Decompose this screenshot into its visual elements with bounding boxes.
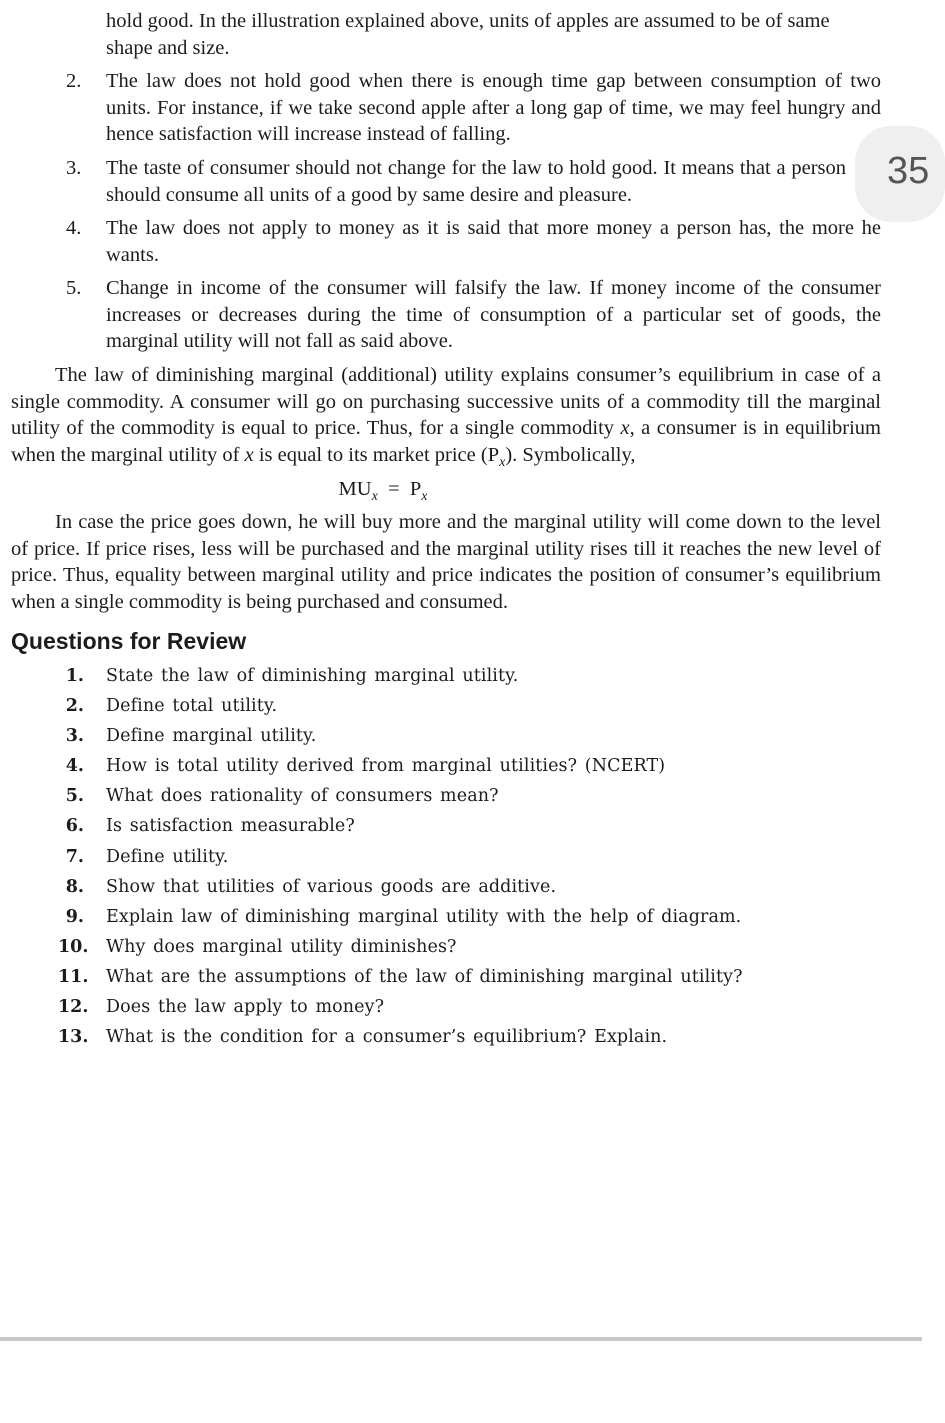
question-number: 10. xyxy=(58,937,89,957)
limitation-text: The taste of consumer should not change for the law to hold good. It means that a person should consume all units of a good by same desire and pleasure. xyxy=(106,157,846,206)
question-text: Explain law of diminishing marginal utility with the help of diagram. xyxy=(106,907,742,927)
question-number: 7. xyxy=(65,847,84,867)
formula-rhs-subscript: x xyxy=(421,489,428,505)
formula-rhs: P xyxy=(409,478,422,500)
question-text: Define utility. xyxy=(106,847,229,867)
question-number: 12. xyxy=(58,997,89,1017)
paragraph-text: ). Symbolically, xyxy=(505,443,636,466)
question-text: Is satisfaction measurable? xyxy=(106,816,355,836)
question-number: 1. xyxy=(65,666,84,686)
limitation-number: 5. xyxy=(66,277,82,299)
equilibrium-formula xyxy=(0,476,922,511)
question-text: How is total utility derived from marginal utilities? (NCERT) xyxy=(106,756,666,776)
question-text: Show that utilities of various goods are additive. xyxy=(106,877,557,897)
question-number: 5. xyxy=(65,786,84,806)
paragraph-text: is equal to its market price (P xyxy=(253,443,500,466)
variable-x: x xyxy=(244,443,254,466)
question-number: 4. xyxy=(65,756,84,776)
variable-x: x xyxy=(620,417,630,439)
price-change-paragraph: In case the price goes down, he will buy more and the marginal utility will come down to the level of price. If price rises, less will be purchased and the marginal utility rises till it reaches the new level of price. Thus, equality between marginal utility and price indicates the position of consumer’s equilibrium when a single commodity is being purchased and consumed. xyxy=(11,511,881,613)
question-number: 9. xyxy=(65,907,84,927)
question-text: Define marginal utility. xyxy=(106,726,317,746)
subscript-x: x xyxy=(499,454,506,470)
bottom-divider xyxy=(0,1337,922,1341)
limitation-text: The law does not hold good when there is enough time gap between consumption of two units. For instance, if we take second apple after a long gap of time, we may feel hungry and hence satisfaction will increase instead of falling. xyxy=(106,70,881,145)
equilibrium-paragraph xyxy=(11,362,881,476)
question-text: What are the assumptions of the law of diminishing marginal utility? xyxy=(106,967,743,987)
question-number: 11. xyxy=(58,967,89,987)
intro-line-1: hold good. In the illustration explained above, units of apples are assumed to be of same xyxy=(106,10,830,32)
formula-equals: = xyxy=(388,478,400,500)
question-number: 2. xyxy=(65,696,84,716)
formula-lhs-subscript: x xyxy=(371,489,378,505)
limitation-number: 4. xyxy=(66,217,82,239)
question-text: Does the law apply to money? xyxy=(106,997,385,1017)
review-heading: Questions for Review xyxy=(11,628,247,654)
paragraph-text: , a consumer is in equilibrium when the marginal utility of xyxy=(11,417,881,466)
page-number: 35 xyxy=(887,150,930,192)
question-text: Define total utility. xyxy=(106,696,278,716)
question-text: Why does marginal utility diminishes? xyxy=(106,937,457,957)
question-number: 8. xyxy=(65,877,84,897)
question-text: What does rationality of consumers mean? xyxy=(106,786,499,806)
limitation-number: 2. xyxy=(66,70,82,92)
question-number: 6. xyxy=(65,816,84,836)
paragraph-text: The law of diminishing marginal (additional) utility explains consumer’s equilibrium in case of a single commodity. A consumer will go on purchasing successive units of a commodity till the marginal utility of the commodity is equal to price. Thus, for a single commodity xyxy=(11,364,881,439)
question-text: State the law of diminishing marginal utility. xyxy=(106,666,519,686)
limitation-text: The law does not apply to money as it is said that more money a person has, the more he wants. xyxy=(106,217,881,266)
limitation-text: Change in income of the consumer will falsify the law. If money income of the consumer increases or decreases during the time of consumption of a particular set of goods, the marginal utility will not fall as said above. xyxy=(106,277,881,352)
question-text: What is the condition for a consumer’s equilibrium? Explain. xyxy=(106,1027,668,1047)
question-number: 13. xyxy=(58,1027,89,1047)
limitation-number: 3. xyxy=(66,157,82,179)
intro-line-2: shape and size. xyxy=(106,37,230,59)
formula-lhs: MU xyxy=(338,478,372,500)
question-number: 3. xyxy=(65,726,84,746)
